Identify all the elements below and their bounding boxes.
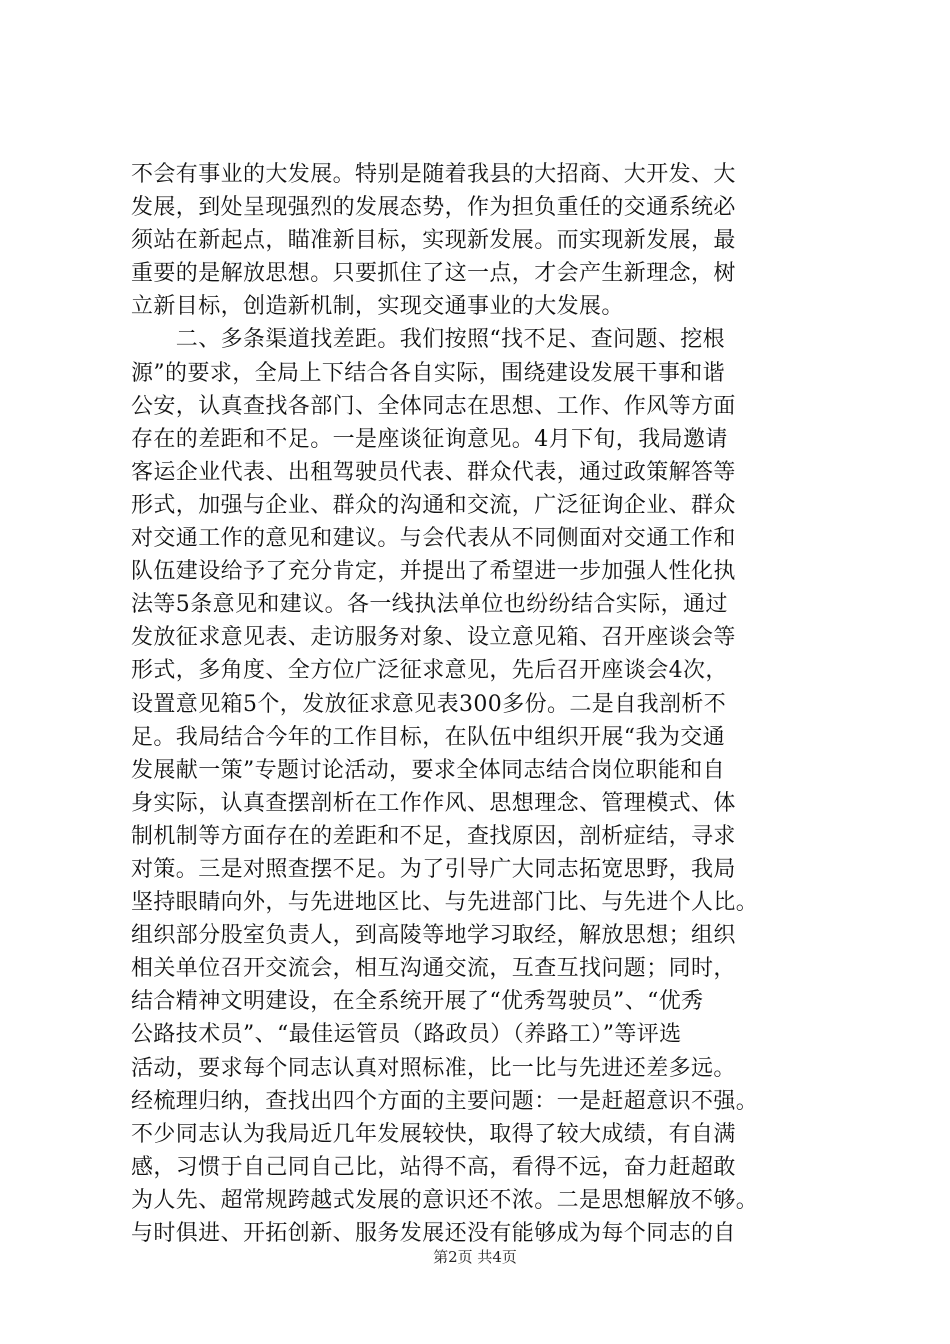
- text-line: 存在的差距和不足。一是座谈征询意见。4月下旬，我局邀请: [131, 426, 728, 452]
- text-line: 组织部分股室负责人，到高陵等地学习取经，解放思想；组织: [131, 923, 736, 949]
- text-line: 坚持眼睛向外，与先进地区比、与先进部门比、与先进个人比。: [131, 890, 759, 916]
- text-line: 不少同志认为我局近几年发展较快，取得了较大成绩，有自满: [131, 1121, 736, 1147]
- text-line: 不会有事业的大发展。特别是随着我县的大招商、大开发、大: [131, 162, 736, 187]
- text-line: 公路技术员”、“最佳运管员（路政员）（养路工）”等评选: [131, 1022, 682, 1048]
- text-line: 对交通工作的意见和建议。与会代表从不同侧面对交通工作和: [131, 526, 736, 552]
- text-line: 与时俱进、开拓创新、服务发展还没有能够成为每个同志的自: [131, 1221, 736, 1246]
- text-line: 活动，要求每个同志认真对照标准，比一比与先进还差多远。: [131, 1055, 736, 1081]
- page-footer: 第2页 共4页: [433, 1248, 517, 1266]
- text-line: 发展，到处呈现强烈的发展态势，作为担负重任的交通系统必: [131, 195, 736, 221]
- text-line: 发放征求意见表、走访服务对象、设立意见箱、召开座谈会等: [131, 625, 736, 651]
- text-line: 形式，多角度、全方位广泛征求意见，先后召开座谈会4次，: [131, 658, 728, 684]
- text-line: 相关单位召开交流会，相互沟通交流，互查互找问题；同时，: [131, 956, 736, 982]
- text-line: 立新目标，创造新机制，实现交通事业的大发展。: [131, 294, 624, 320]
- text-line: 感，习惯于自己同自己比，站得不高，看得不远，奋力赶超敢: [131, 1154, 736, 1180]
- text-line: 设置意见箱5个，发放征求意见表300多份。二是自我剖析不: [131, 691, 727, 717]
- text-line: 发展献一策”专题讨论活动，要求全体同志结合岗位职能和自: [131, 757, 726, 783]
- text-line: 客运企业代表、出租驾驶员代表、群众代表，通过政策解答等: [131, 459, 736, 485]
- text-line: 源”的要求，全局上下结合各自实际，围绕建设发展干事和谐: [131, 360, 726, 386]
- text-line: 结合精神文明建设，在全系统开展了“优秀驾驶员”、“优秀: [131, 989, 704, 1015]
- text-line: 队伍建设给予了充分肯定，并提出了希望进一步加强人性化执: [131, 559, 736, 585]
- text-line: 二、多条渠道找差距。我们按照“找不足、查问题、挖根: [131, 327, 726, 353]
- text-line: 法等5条意见和建议。各一线执法单位也纷纷结合实际，通过: [131, 592, 728, 618]
- document-body: [131, 158, 831, 1250]
- text-line: 为人先、超常规跨越式发展的意识还不浓。二是思想解放不够。: [131, 1187, 759, 1213]
- text-line: 形式，加强与企业、群众的沟通和交流，广泛征询企业、群众: [131, 492, 736, 518]
- text-line: 对策。三是对照查摆不足。为了引导广大同志拓宽思野，我局: [131, 856, 736, 882]
- text-line: 制机制等方面存在的差距和不足，查找原因，剖析症结，寻求: [131, 823, 736, 849]
- text-line: 足。我局结合今年的工作目标，在队伍中组织开展“我为交通: [131, 724, 726, 750]
- text-line: 公安，认真查找各部门、全体同志在思想、工作、作风等方面: [131, 393, 736, 419]
- text-line: 身实际，认真查摆剖析在工作作风、思想理念、管理模式、体: [131, 790, 736, 816]
- text-line: 重要的是解放思想。只要抓住了这一点，才会产生新理念，树: [131, 261, 736, 287]
- text-line: 经梳理归纳，查找出四个方面的主要问题：一是赶超意识不强。: [131, 1088, 759, 1114]
- text-line: 须站在新起点，瞄准新目标，实现新发展。而实现新发展，最: [131, 228, 736, 254]
